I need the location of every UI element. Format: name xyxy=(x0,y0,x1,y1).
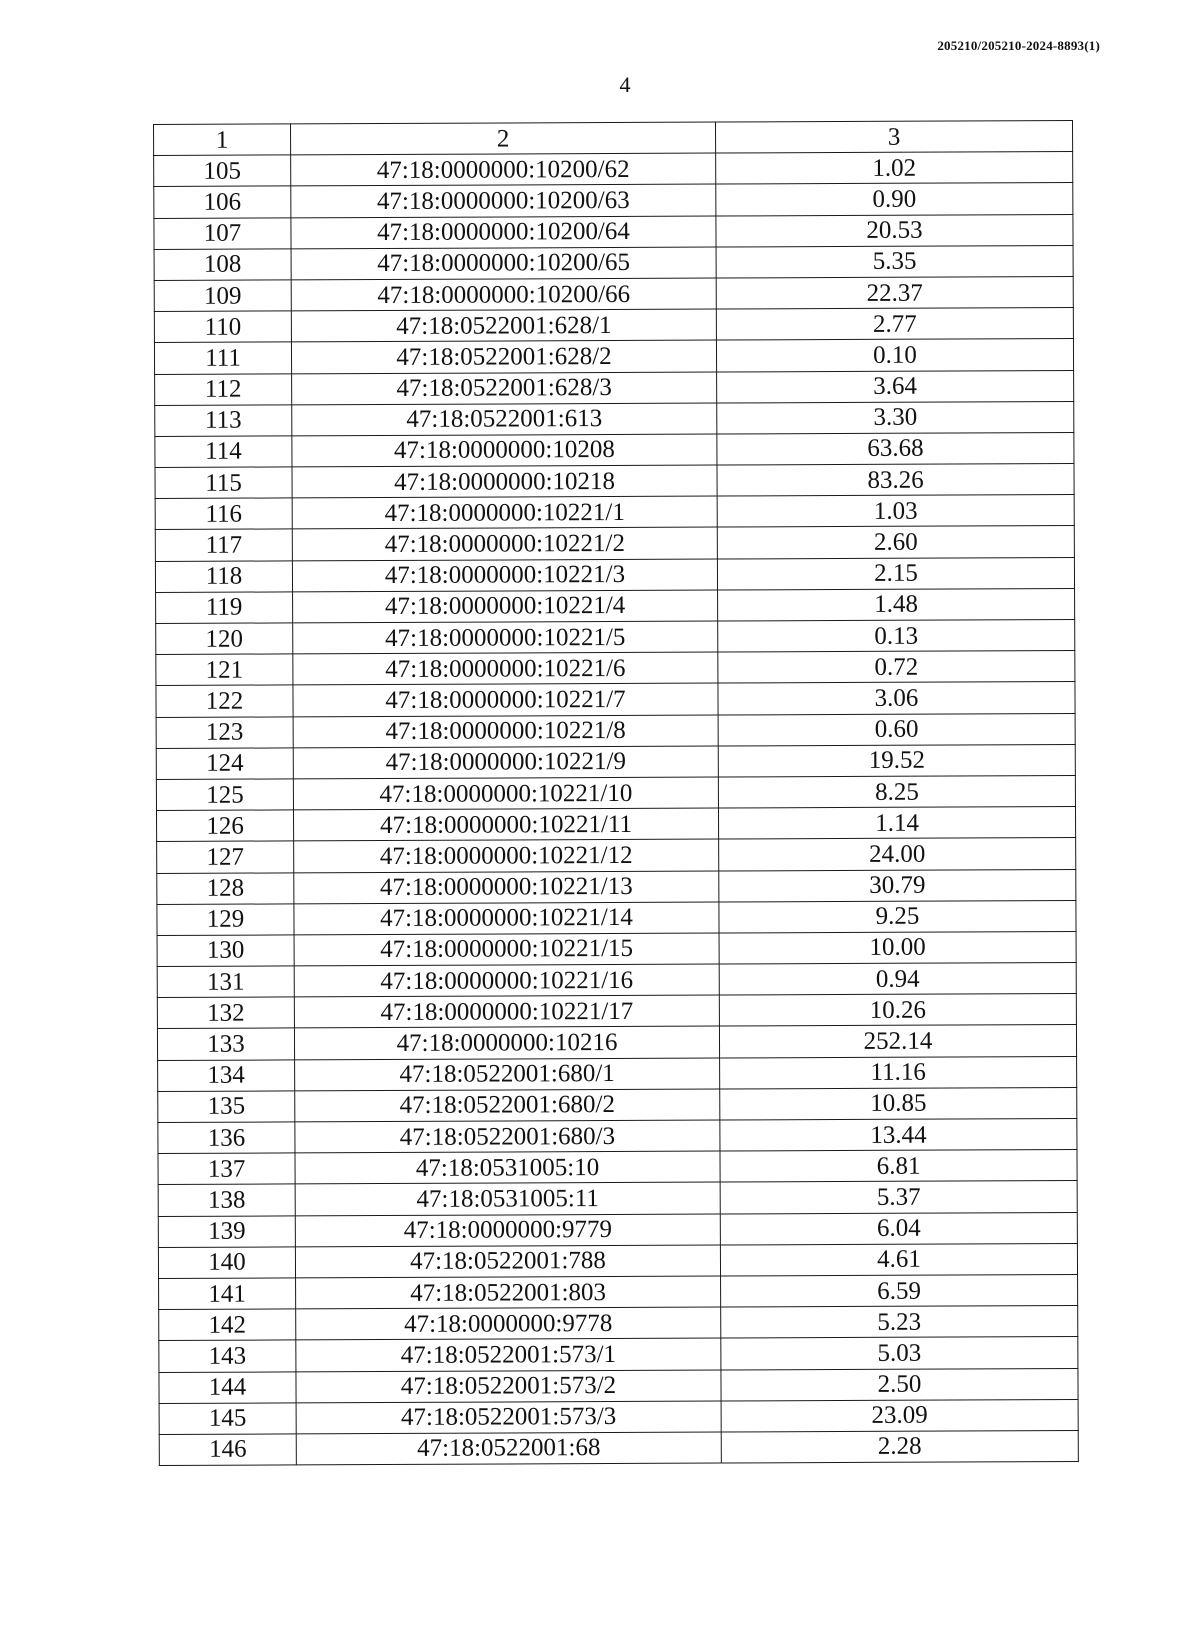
document-reference: 205210/205210-2024-8893(1) xyxy=(937,38,1100,53)
table-row xyxy=(154,339,1073,374)
row-number-cell: 133 xyxy=(157,1028,294,1060)
row-number-cell: 114 xyxy=(155,436,292,468)
row-number-cell: 110 xyxy=(154,311,291,343)
value-cell: 0.10 xyxy=(716,339,1073,372)
table-row xyxy=(154,183,1073,218)
table-header-row xyxy=(154,120,1073,155)
cadastral-number-cell: 47:18:0000000:10221/13 xyxy=(294,871,719,904)
cadastral-number-cell: 47:18:0000000:9778 xyxy=(296,1307,721,1340)
cadastral-number-cell: 47:18:0000000:10221/10 xyxy=(293,777,718,810)
row-number-cell: 132 xyxy=(157,997,294,1029)
cadastral-number-cell: 47:18:0522001:628/2 xyxy=(291,340,716,373)
table-row xyxy=(157,900,1076,935)
table-row xyxy=(154,152,1073,187)
table-row xyxy=(158,1118,1077,1153)
value-cell: 8.25 xyxy=(718,775,1075,808)
cadastral-number-cell: 47:18:0522001:628/3 xyxy=(292,372,717,405)
table-row xyxy=(156,588,1075,623)
cadastral-number-cell: 47:18:0000000:10200/66 xyxy=(291,278,716,311)
table-row xyxy=(159,1306,1078,1341)
table-row xyxy=(154,245,1073,280)
row-number-cell: 128 xyxy=(157,872,294,904)
row-number-cell: 144 xyxy=(159,1371,296,1403)
table-row xyxy=(156,775,1075,810)
table-row xyxy=(159,1368,1078,1403)
value-cell: 3.06 xyxy=(718,682,1075,715)
cadastral-number-cell: 47:18:0000000:10221/4 xyxy=(293,590,718,623)
cadastral-number-cell: 47:18:0000000:10221/15 xyxy=(294,933,719,966)
cadastral-number-cell: 47:18:0000000:10200/63 xyxy=(291,184,716,217)
cadastral-number-cell: 47:18:0000000:10221/14 xyxy=(294,902,719,935)
value-cell: 5.23 xyxy=(721,1306,1078,1339)
value-cell: 9.25 xyxy=(719,900,1076,933)
cadastral-number-cell: 47:18:0000000:10221/2 xyxy=(292,527,717,560)
value-cell: 23.09 xyxy=(721,1399,1078,1432)
row-number-cell: 109 xyxy=(154,280,291,312)
page-number: 4 xyxy=(619,72,631,97)
row-number-cell: 137 xyxy=(158,1153,295,1185)
table-row xyxy=(158,1087,1077,1122)
value-cell: 10.85 xyxy=(720,1087,1077,1120)
row-number-cell: 126 xyxy=(156,810,293,842)
cadastral-number-cell: 47:18:0000000:10218 xyxy=(292,465,717,498)
table-row xyxy=(158,1181,1077,1216)
cadastral-number-cell: 47:18:0000000:10221/3 xyxy=(292,559,717,592)
row-number-cell: 115 xyxy=(155,467,292,499)
value-cell: 3.30 xyxy=(717,401,1074,434)
cadastral-number-cell: 47:18:0522001:680/3 xyxy=(295,1120,720,1153)
value-cell: 6.59 xyxy=(721,1274,1078,1307)
value-cell: 5.37 xyxy=(720,1181,1077,1214)
table-row xyxy=(157,869,1076,904)
value-cell: 6.81 xyxy=(720,1150,1077,1183)
row-number-cell: 138 xyxy=(158,1184,295,1216)
cadastral-number-cell: 47:18:0000000:10200/65 xyxy=(291,247,716,280)
cadastral-number-cell: 47:18:0000000:10221/5 xyxy=(293,621,718,654)
table-row xyxy=(155,526,1074,561)
table-row xyxy=(156,713,1075,748)
cadastral-number-cell: 47:18:0522001:573/3 xyxy=(296,1401,721,1434)
row-number-cell: 131 xyxy=(157,966,294,998)
cadastral-number-cell: 47:18:0000000:9779 xyxy=(295,1214,720,1247)
table-row xyxy=(157,931,1076,966)
table-row xyxy=(157,994,1076,1029)
column-header-2: 2 xyxy=(291,122,716,155)
row-number-cell: 123 xyxy=(156,716,293,748)
cadastral-number-cell: 47:18:0000000:10221/12 xyxy=(294,839,719,872)
value-cell: 6.04 xyxy=(720,1212,1077,1245)
value-cell: 24.00 xyxy=(719,838,1076,871)
parcel-table xyxy=(153,120,1079,1466)
value-cell: 10.26 xyxy=(719,994,1076,1027)
row-number-cell: 135 xyxy=(158,1091,295,1123)
value-cell: 13.44 xyxy=(720,1118,1077,1151)
cadastral-number-cell: 47:18:0000000:10221/11 xyxy=(293,808,718,841)
row-number-cell: 143 xyxy=(159,1340,296,1372)
table-row xyxy=(157,963,1076,998)
row-number-cell: 111 xyxy=(154,342,291,374)
row-number-cell: 142 xyxy=(159,1309,296,1341)
value-cell: 11.16 xyxy=(720,1056,1077,1089)
cadastral-number-cell: 47:18:0522001:680/1 xyxy=(295,1058,720,1091)
row-number-cell: 120 xyxy=(156,623,293,655)
value-cell: 22.37 xyxy=(716,276,1073,309)
row-number-cell: 124 xyxy=(156,748,293,780)
value-cell: 0.94 xyxy=(719,963,1076,996)
cadastral-number-cell: 47:18:0522001:573/1 xyxy=(296,1338,721,1371)
row-number-cell: 140 xyxy=(158,1247,295,1279)
value-cell: 10.00 xyxy=(719,931,1076,964)
value-cell: 1.14 xyxy=(718,807,1075,840)
table-row xyxy=(156,619,1075,654)
column-header-3: 3 xyxy=(715,120,1072,153)
table-row xyxy=(156,807,1075,842)
row-number-cell: 117 xyxy=(155,529,292,561)
table-row xyxy=(159,1430,1078,1465)
value-cell: 0.72 xyxy=(718,651,1075,684)
row-number-cell: 125 xyxy=(156,779,293,811)
row-number-cell: 121 xyxy=(156,654,293,686)
value-cell: 1.03 xyxy=(717,495,1074,528)
cadastral-number-cell: 47:18:0000000:10200/62 xyxy=(291,153,716,186)
table-row xyxy=(155,370,1074,405)
cadastral-number-cell: 47:18:0531005:10 xyxy=(295,1151,720,1184)
table-row xyxy=(159,1274,1078,1309)
row-number-cell: 141 xyxy=(159,1278,296,1310)
value-cell: 2.60 xyxy=(717,526,1074,559)
row-number-cell: 122 xyxy=(156,685,293,717)
value-cell: 5.35 xyxy=(716,245,1073,278)
cadastral-number-cell: 47:18:0000000:10221/9 xyxy=(293,746,718,779)
column-header-1: 1 xyxy=(154,124,291,156)
cadastral-number-cell: 47:18:0522001:573/2 xyxy=(296,1370,721,1403)
row-number-cell: 134 xyxy=(158,1060,295,1092)
value-cell: 19.52 xyxy=(718,744,1075,777)
table-row xyxy=(155,464,1074,499)
table-row xyxy=(156,744,1075,779)
row-number-cell: 105 xyxy=(154,155,291,187)
row-number-cell: 130 xyxy=(157,935,294,967)
row-number-cell: 106 xyxy=(154,186,291,218)
cadastral-number-cell: 47:18:0000000:10221/6 xyxy=(293,652,718,685)
cadastral-number-cell: 47:18:0000000:10221/1 xyxy=(292,496,717,529)
cadastral-number-cell: 47:18:0000000:10221/8 xyxy=(293,715,718,748)
value-cell: 1.02 xyxy=(716,152,1073,185)
value-cell: 5.03 xyxy=(721,1337,1078,1370)
cadastral-number-cell: 47:18:0522001:68 xyxy=(296,1432,721,1465)
row-number-cell: 118 xyxy=(155,561,292,593)
cadastral-number-cell: 47:18:0000000:10221/16 xyxy=(294,964,719,997)
table-body xyxy=(154,152,1079,1466)
row-number-cell: 113 xyxy=(155,405,292,437)
table-row xyxy=(157,838,1076,873)
table-row xyxy=(154,214,1073,249)
value-cell: 2.15 xyxy=(717,557,1074,590)
row-number-cell: 119 xyxy=(156,592,293,624)
cadastral-number-cell: 47:18:0000000:10221/17 xyxy=(294,995,719,1028)
value-cell: 30.79 xyxy=(719,869,1076,902)
table-row xyxy=(159,1399,1078,1434)
table-row xyxy=(158,1243,1077,1278)
row-number-cell: 145 xyxy=(159,1403,296,1435)
table-row xyxy=(154,308,1073,343)
row-number-cell: 127 xyxy=(157,841,294,873)
value-cell: 0.60 xyxy=(718,713,1075,746)
row-number-cell: 129 xyxy=(157,904,294,936)
table-row xyxy=(154,276,1073,311)
table-row xyxy=(156,651,1075,686)
value-cell: 63.68 xyxy=(717,432,1074,465)
value-cell: 2.77 xyxy=(716,308,1073,341)
cadastral-number-cell: 47:18:0000000:10200/64 xyxy=(291,216,716,249)
value-cell: 3.64 xyxy=(717,370,1074,403)
value-cell: 2.50 xyxy=(721,1368,1078,1401)
table-row xyxy=(158,1056,1077,1091)
value-cell: 2.28 xyxy=(721,1430,1078,1463)
value-cell: 1.48 xyxy=(718,588,1075,621)
cadastral-number-cell: 47:18:0000000:10221/7 xyxy=(293,683,718,716)
row-number-cell: 146 xyxy=(159,1434,296,1466)
cadastral-number-cell: 47:18:0522001:803 xyxy=(296,1276,721,1309)
table-row xyxy=(155,401,1074,436)
cadastral-number-cell: 47:18:0522001:613 xyxy=(292,403,717,436)
row-number-cell: 112 xyxy=(155,373,292,405)
table-row xyxy=(157,1025,1076,1060)
cadastral-number-cell: 47:18:0522001:628/1 xyxy=(291,309,716,342)
value-cell: 0.90 xyxy=(716,183,1073,216)
value-cell: 252.14 xyxy=(719,1025,1076,1058)
table-row xyxy=(156,682,1075,717)
table-row xyxy=(155,432,1074,467)
value-cell: 4.61 xyxy=(720,1243,1077,1276)
table-row xyxy=(155,557,1074,592)
value-cell: 0.13 xyxy=(718,619,1075,652)
row-number-cell: 107 xyxy=(154,217,291,249)
cadastral-number-cell: 47:18:0522001:680/2 xyxy=(295,1089,720,1122)
row-number-cell: 108 xyxy=(154,249,291,281)
table-row xyxy=(155,495,1074,530)
table-row xyxy=(158,1212,1077,1247)
row-number-cell: 116 xyxy=(155,498,292,530)
cadastral-number-cell: 47:18:0000000:10208 xyxy=(292,434,717,467)
cadastral-number-cell: 47:18:0000000:10216 xyxy=(294,1026,719,1059)
value-cell: 83.26 xyxy=(717,464,1074,497)
cadastral-number-cell: 47:18:0531005:11 xyxy=(295,1182,720,1215)
value-cell: 20.53 xyxy=(716,214,1073,247)
table-row xyxy=(159,1337,1078,1372)
table-row xyxy=(158,1150,1077,1185)
row-number-cell: 136 xyxy=(158,1122,295,1154)
cadastral-number-cell: 47:18:0522001:788 xyxy=(295,1245,720,1278)
row-number-cell: 139 xyxy=(158,1215,295,1247)
